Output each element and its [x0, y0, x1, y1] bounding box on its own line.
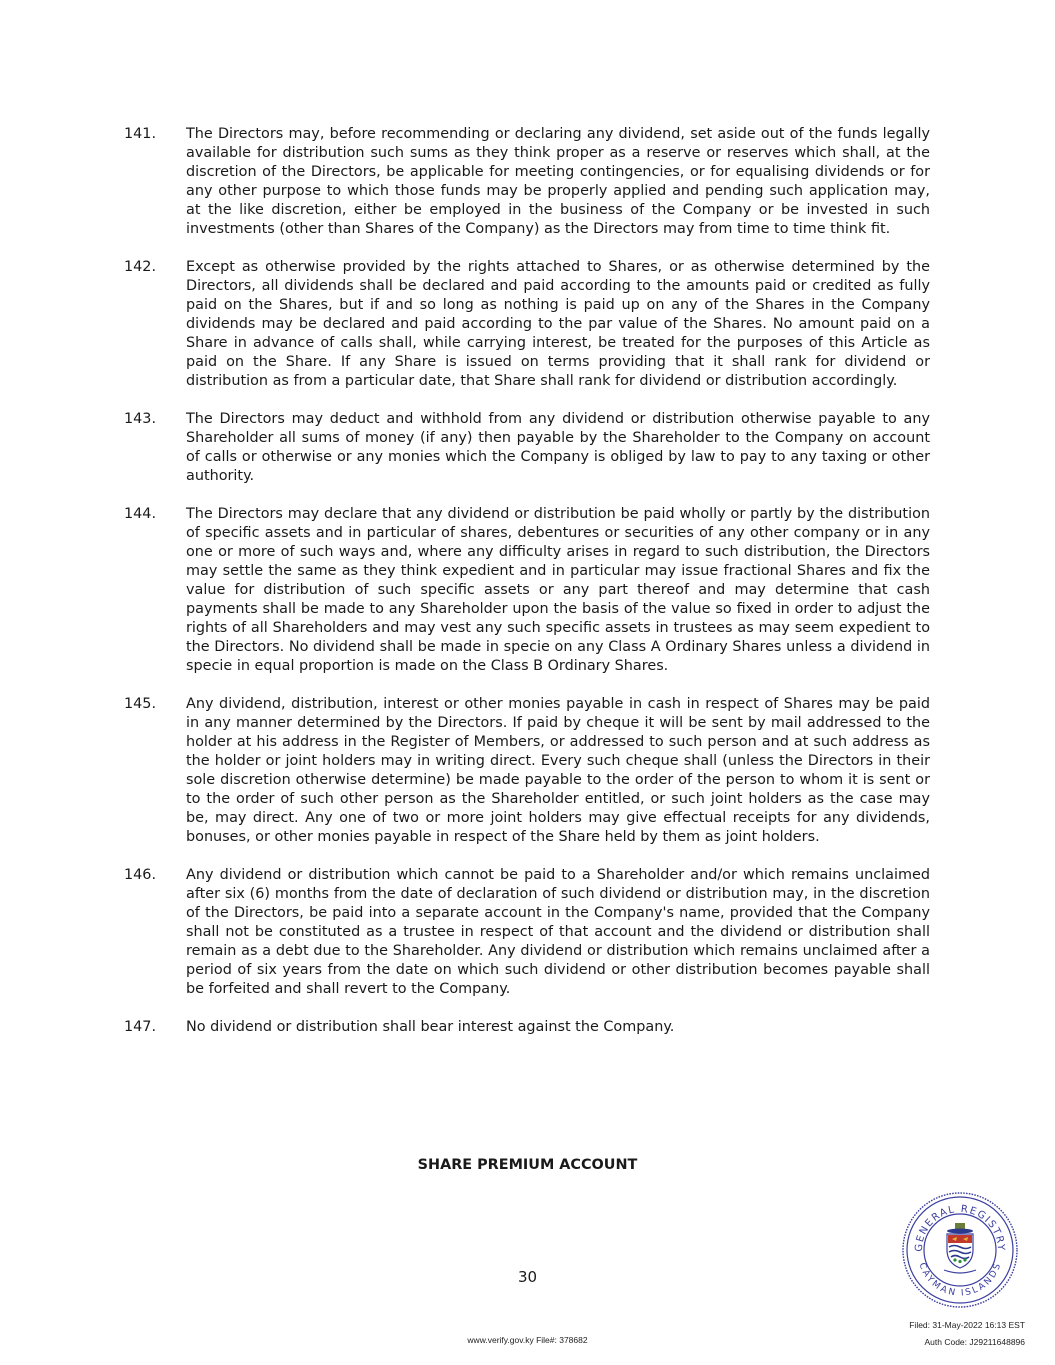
article-text: The Directors may deduct and withhold from any dividend or distribution otherwise payable to any Shareholder all sums of money (if any) then payable by the Shareholder to the Company on account of calls or otherwise or any monies which the Company is obliged by law to pay to any taxing or other authority. [186, 411, 930, 484]
article-145 [124, 695, 930, 847]
article-number: 145. [124, 696, 157, 712]
section-heading: SHARE PREMIUM ACCOUNT [417, 1157, 638, 1173]
article-text: The Directors may, before recommending or declaring any dividend, set aside out of the funds legally available for distribution such sums as they think proper as a reserve or reserves which shall, at the discretion of the Directors, be applicable for meeting contingencies, or for equalising dividends or for any other purpose to which those funds may be properly applied and pending such application may, at the like discretion, either be employed in the business of the Company or be invested in such investments (other than Shares of the Company) as the Directors may from time to time think fit. [186, 126, 930, 237]
seal-bottom-text: CAYMAN ISLANDS [916, 1261, 1004, 1299]
seal-top-text: GENERAL REGISTRY [913, 1203, 1007, 1253]
article-number: 146. [124, 867, 157, 883]
article-text: The Directors may declare that any dividend or distribution be paid wholly or partly by the distribution of specific assets and in particular of shares, debentures or securities of any other company or in any one or more of such ways and, where any difficulty arises in regard to such distribution, the Directors may settle the same as they think expedient and in particular may issue fractional Shares and fix the value for distribution of such specific assets or any part thereof and may determine that cash payments shall be made to any Shareholder upon the basis of the value so fixed in order to adjust the rights of all Shareholders and may vest any such specific assets in trustees as may seem expedient to the Directors. No dividend shall be made in specie on any Class A Ordinary Shares unless a dividend in specie in equal proportion is made on the Class B Ordinary Shares. [186, 506, 930, 674]
articles-list [124, 125, 930, 1056]
article-text: Any dividend or distribution which cannot be paid to a Shareholder and/or which remains unclaimed after six (6) months from the date of declaration of such dividend or distribution may, in the discretion of the Directors, be paid into a separate account in the Company's name, provided that the Company shall not be constituted as a trustee in respect of that account and the dividend or distribution shall remain as a debt due to the Shareholder. Any dividend or distribution which remains unclaimed after a period of six years from the date on which such dividend or other distribution becomes payable shall be forfeited and shall revert to the Company. [186, 867, 930, 997]
article-144 [124, 505, 930, 676]
article-142 [124, 258, 930, 391]
article-143 [124, 410, 930, 486]
article-number: 147. [124, 1019, 157, 1035]
verify-footer: www.verify.gov.ky File#: 378682 [467, 1335, 588, 1345]
article-number: 142. [124, 259, 157, 275]
article-number: 143. [124, 411, 157, 427]
filed-date: Filed: 31-May-2022 16:13 EST [909, 1320, 1025, 1330]
coat-of-arms-icon [944, 1223, 976, 1273]
article-text: No dividend or distribution shall bear interest against the Company. [186, 1019, 675, 1035]
article-number: 141. [124, 126, 157, 142]
auth-code: Auth Code: J29211648896 [924, 1337, 1025, 1347]
article-text: Any dividend, distribution, interest or other monies payable in cash in respect of Shares may be paid in any manner determined by the Directors. If paid by cheque it will be sent by mail addressed to the holder at his address in the Register of Members, or addressed to such person and at such address as the holder or joint holders may in writing direct. Every such cheque shall (unless the Directors in their sole discretion otherwise determine) be made payable to the order of the person to whom it is sent or to the order of such other person as the Shareholder entitled, or such joint holders as the case may be, may direct. Any one of two or more joint holders may give effectual receipts for any dividends, bonuses, or other monies payable in respect of the Share held by them as joint holders. [186, 696, 930, 845]
article-141 [124, 125, 930, 239]
general-registry-seal-icon [900, 1190, 1020, 1310]
article-text: Except as otherwise provided by the rights attached to Shares, or as otherwise determined by the Directors, all dividends shall be declared and paid according to the amounts paid or credited as fully paid on the Shares, but if and so long as nothing is paid up on any of the Shares in the Company dividends may be declared and paid according to the par value of the Shares. No amount paid on a Share in advance of calls shall, while carrying interest, be treated for the purposes of this Article as paid on the Share. If any Share is issued on terms providing that it shall rank for dividend or distribution as from a particular date, that Share shall rank for dividend or distribution accordingly. [186, 259, 930, 389]
page-number: 30 [517, 1268, 538, 1286]
article-number: 144. [124, 506, 157, 522]
article-147 [124, 1018, 930, 1037]
article-146 [124, 866, 930, 999]
